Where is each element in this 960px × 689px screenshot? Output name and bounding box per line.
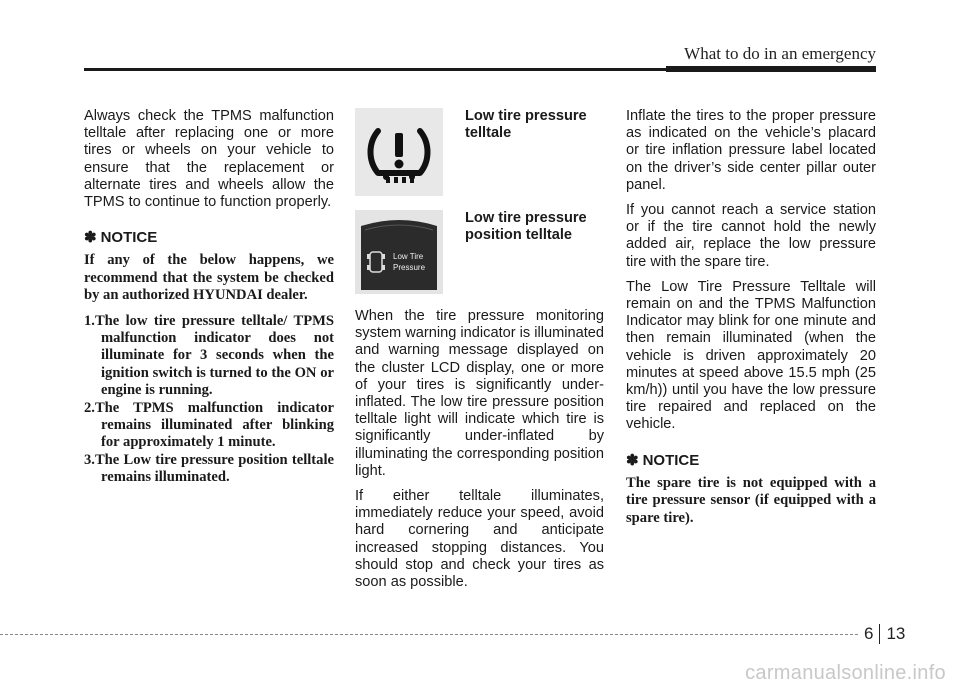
telltale-row — [355, 108, 604, 196]
notice-list-item: 3.The Low tire pressure position telltale remains illuminated. — [84, 451, 334, 486]
notice-heading-label: NOTICE — [642, 451, 700, 469]
position-image-text-line1: Low Tire — [393, 252, 424, 261]
notice-star-icon: ✽ — [626, 451, 639, 469]
page-index: 13 — [886, 624, 906, 643]
page-number — [864, 624, 905, 644]
notice-star-icon: ✽ — [84, 229, 97, 247]
chapter-number: 6 — [864, 624, 874, 643]
notice-heading — [84, 229, 334, 246]
telltale-remain-paragraph: The Low Tire Pressure Telltale will remain on and the TPMS Malfunction Indicator may blink for one minute and then remain illuminated (when the vehicle is driven approximately 20 minutes at speed above 15.5 mph (25 km/h)) until you have the low pressure tire repaired and replaced on the vehicle. — [626, 278, 876, 433]
intro-paragraph: Always check the TPMS malfunction telltale after replacing one or more tires or wheels on your vehicle to ensure that the replacement or alternate tires and wheels allow the TPMS to continue to function properly. — [84, 108, 334, 211]
position-telltale-row — [355, 210, 604, 294]
notice-list-item: 2.The TPMS malfunction indicator remains illuminated after blinking for approximately 1 minute. — [84, 399, 334, 451]
position-telltale-image — [355, 210, 443, 294]
column-left — [84, 108, 334, 487]
telltale-action: If either telltale illuminates, immediately reduce your speed, avoid hard cornering and anticipate increased stopping distances. You should stop and check your tires as soon as possible. — [355, 488, 604, 591]
footer-rule — [0, 634, 858, 635]
column-right — [626, 108, 876, 535]
header-rule-accent — [666, 66, 876, 72]
telltale-label: Low tire pressure telltale — [465, 108, 587, 142]
watermark: carmanualsonline.info — [745, 662, 946, 684]
notice-text: The spare tire is not equipped with a tire pressure sensor (if equipped with a spare tire). — [626, 474, 876, 526]
position-image-text-line2: Pressure — [393, 263, 426, 272]
column-middle — [355, 108, 604, 599]
notice-list-item: 1.The low tire pressure telltale/ TPMS malfunction indicator does not illuminate for 3 seconds when the ignition switch is turned to the ON or engine is running. — [84, 312, 334, 399]
page-number-separator — [879, 624, 880, 644]
tpms-telltale-icon — [355, 108, 443, 196]
telltale-description: When the tire pressure monitoring system warning indicator is illuminated and warning message displayed on the cluster LCD display, one or more of your tires is significantly under-inflated. The low tire pressure position telltale light will indicate which tire is significantly under-inflated by illuminating the corresponding position light. — [355, 308, 605, 479]
notice-heading — [626, 452, 876, 469]
notice-heading-label: NOTICE — [100, 229, 158, 247]
notice-text: If any of the below happens, we recommend that the system be checked by an authorized HYUNDAI dealer. — [84, 252, 334, 304]
position-telltale-label: Low tire pressure position telltale — [465, 210, 587, 244]
inflate-paragraph: Inflate the tires to the proper pressure as indicated on the vehicle’s placard or tire inflation pressure label located on the driver’s side center pillar outer panel. — [626, 108, 876, 193]
page-header-title: What to do in an emergency — [684, 44, 876, 63]
notice-list — [84, 313, 334, 487]
service-paragraph: If you cannot reach a service station or if the tire cannot hold the newly added air, replace the low pressure tire with the spare tire. — [626, 202, 876, 270]
